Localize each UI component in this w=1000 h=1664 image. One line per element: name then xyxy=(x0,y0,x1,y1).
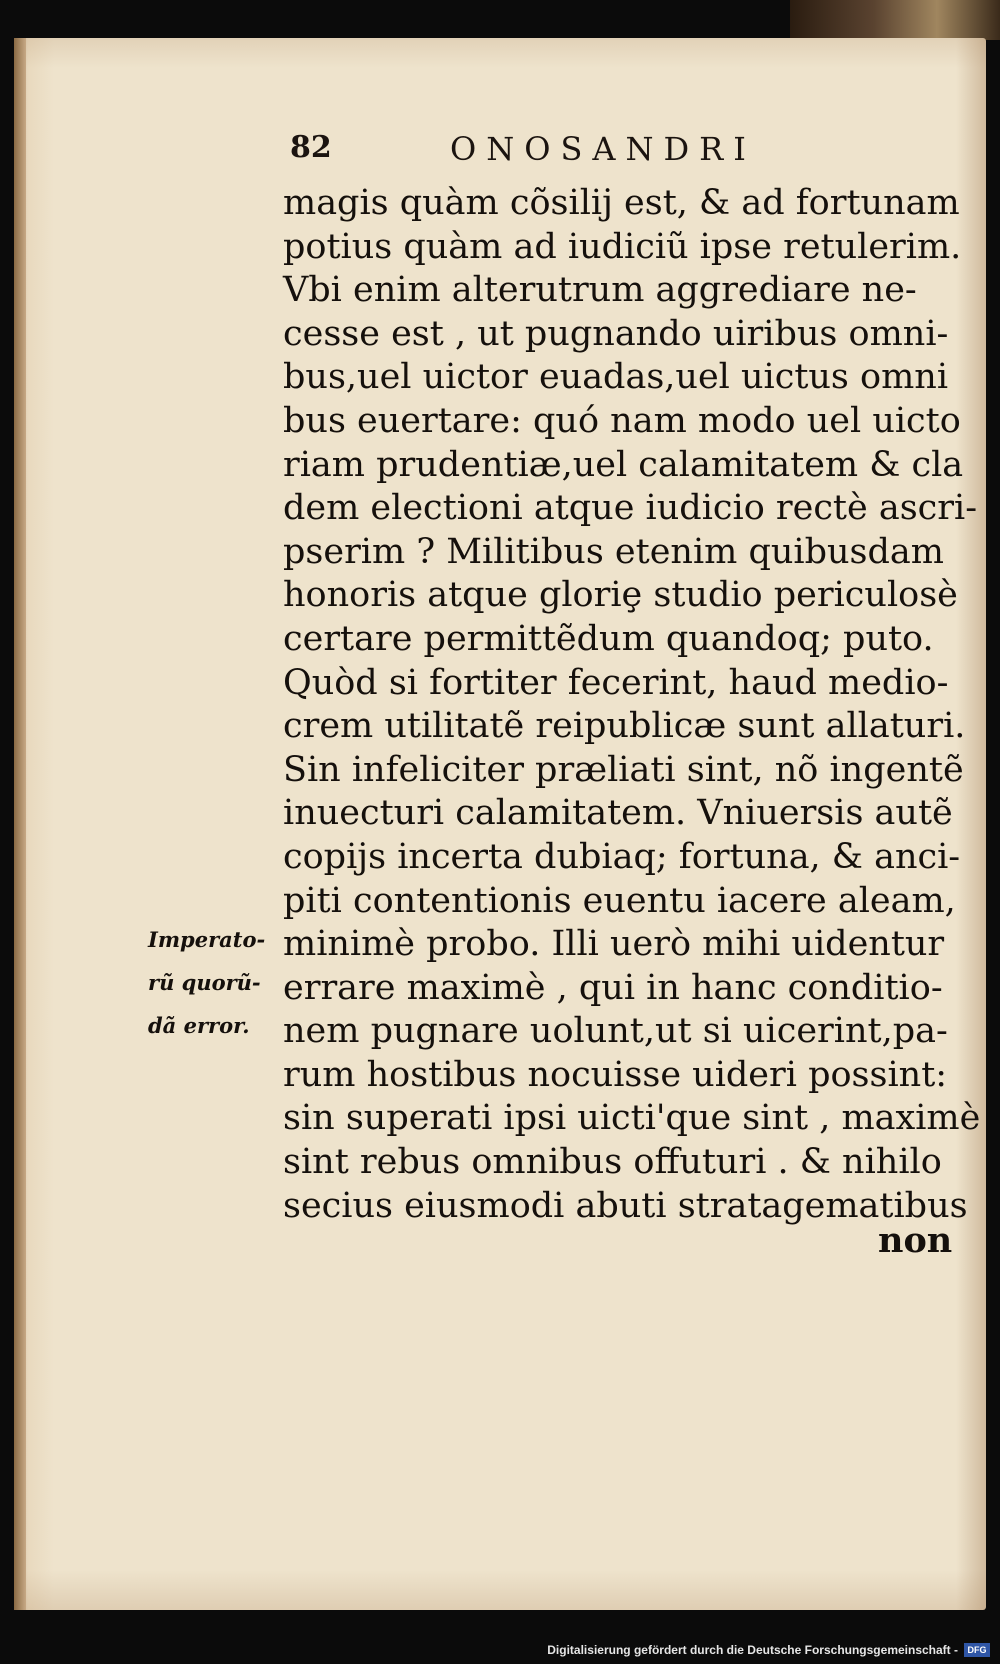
text-line: dem electioni atque iudicio rectè ascri- xyxy=(283,488,978,529)
text-line: honoris atque gloriȩ studio periculosè xyxy=(283,575,958,616)
text-line: pserim ? Militibus etenim quibusdam xyxy=(283,531,944,572)
body-text xyxy=(283,182,981,1228)
marginal-note-line: rũ quorũ- xyxy=(148,970,261,995)
page-number: 82 xyxy=(290,130,332,165)
text-line: bus,uel uictor euadas,uel uictus omni xyxy=(283,357,949,398)
page-header xyxy=(290,130,850,180)
catchword: non xyxy=(878,1220,953,1261)
marginal-note-line: Imperato- xyxy=(148,927,266,952)
text-line: sin superati ipsi uicti'que sint , maximè xyxy=(283,1098,981,1139)
text-line: errare maximè , qui in hanc conditio- xyxy=(283,967,943,1008)
text-line: secius eiusmodi abuti stratagematibus xyxy=(283,1185,968,1226)
text-line: bus euertare: quó nam modo uel uicto xyxy=(283,400,961,441)
dfg-logo: DFG xyxy=(964,1643,990,1657)
page-left-edge xyxy=(14,38,26,1610)
text-line: piti contentionis euentu iacere aleam, xyxy=(283,880,956,921)
text-line: inuecturi calamitatem. Vniuersis autẽ xyxy=(283,793,953,834)
text-line: Quòd si fortiter fecerint, haud medio- xyxy=(283,662,949,703)
running-title: ONOSANDRI xyxy=(450,130,756,168)
text-line: crem utilitatẽ reipublicæ sunt allaturi. xyxy=(283,706,966,747)
text-line: potius quàm ad iudiciũ ipse retulerim. xyxy=(283,226,962,267)
text-line: cesse est , ut pugnando uiribus omni- xyxy=(283,313,949,354)
text-line: certare permittẽdum quandoq; puto. xyxy=(283,618,934,659)
text-line: nem pugnare uolunt,ut si uicerint,pa- xyxy=(283,1011,948,1052)
book-edge xyxy=(790,0,1000,40)
marginal-note xyxy=(148,918,288,1047)
text-line: riam prudentiæ,uel calamitatem & cla xyxy=(283,444,964,485)
text-line: copijs incerta dubiaq; fortuna, & anci- xyxy=(283,836,961,877)
text-line: sint rebus omnibus offuturi . & nihilo xyxy=(283,1142,942,1183)
text-line: Vbi enim alterutrum aggrediare ne- xyxy=(283,270,917,311)
marginal-note-line: dã error. xyxy=(148,1013,250,1038)
funding-credit: Digitalisierung gefördert durch die Deutsche Forschungsgemeinschaft - xyxy=(547,1643,958,1657)
text-line: magis quàm cõsilij est, & ad fortunam xyxy=(283,183,960,223)
text-line: Sin infeliciter præliati sint, nõ ingentẽ xyxy=(283,749,964,790)
digitization-footer xyxy=(547,1638,990,1662)
text-line: minimè probo. Illi uerò mihi uidentur xyxy=(283,924,945,965)
text-line: rum hostibus nocuisse uideri possint: xyxy=(283,1054,948,1095)
